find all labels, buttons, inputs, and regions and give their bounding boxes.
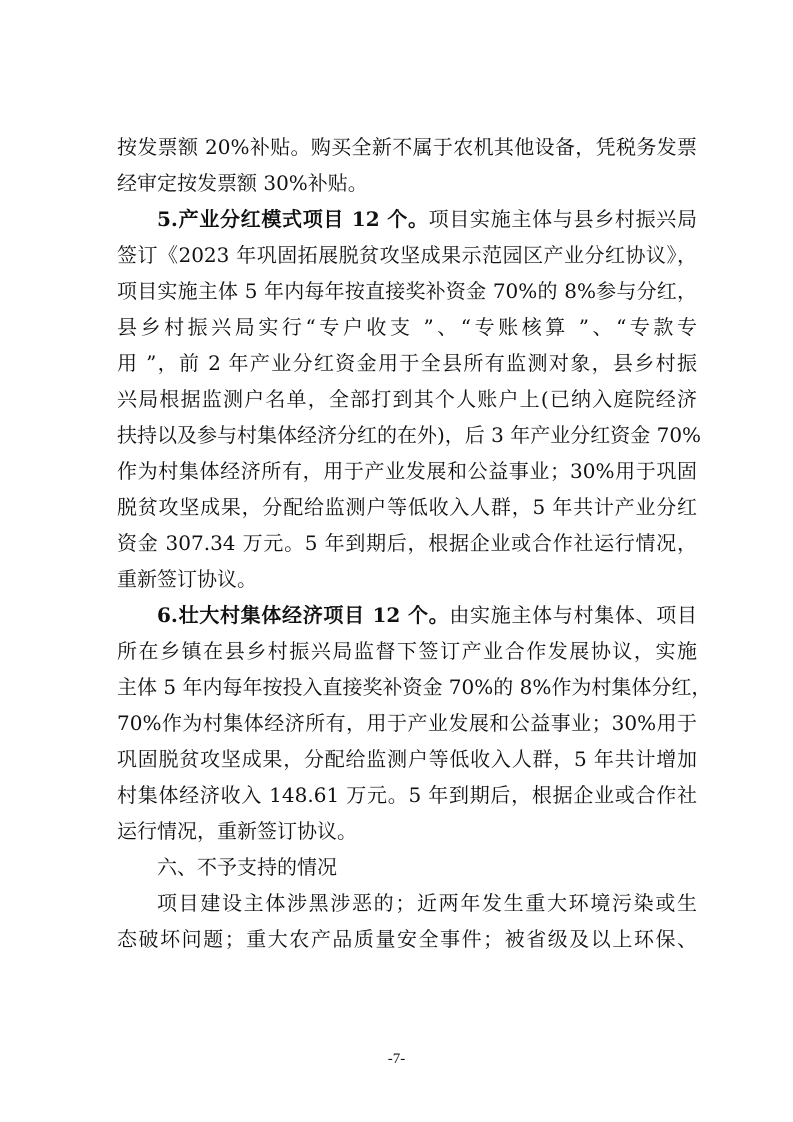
body-line: 签订《2023 年巩固拓展脱贫攻坚成果示范园区产业分红协议》， xyxy=(117,243,697,267)
body-line: 县乡村振兴局实行“专户收支 ”、“专账核算 ”、“专款专 xyxy=(117,315,697,339)
body-line: 经审定按发票额 30%补贴。 xyxy=(117,171,368,195)
item-6-heading: 6.壮大村集体经济项目 12 个。 xyxy=(157,603,450,627)
body-line: 重新签订协议。 xyxy=(117,567,257,591)
body-line: 主体 5 年内每年按投入直接奖补资金 70%的 8%作为村集体分红， xyxy=(117,675,712,699)
body-line: 脱贫攻坚成果，分配给监测户等低收入人群，5 年共计产业分红 xyxy=(117,495,697,519)
body-line: 按发票额 20%补贴。购买全新不属于农机其他设备，凭税务发票 xyxy=(117,135,697,159)
body-line: 70%作为村集体经济所有，用于产业发展和公益事业；30%用于 xyxy=(117,711,697,735)
body-line: 作为村集体经济所有，用于产业发展和公益事业；30%用于巩固 xyxy=(117,459,697,483)
body-line: 运行情况，重新签订协议。 xyxy=(117,819,357,843)
body-line: 所在乡镇在县乡村振兴局监督下签订产业合作发展协议，实施 xyxy=(117,639,697,663)
item-6-first-line xyxy=(157,603,697,627)
item-6-text: 由实施主体与村集体、项目 xyxy=(449,603,697,627)
section-heading: 六、不予支持的情况 xyxy=(157,855,337,879)
item-5-heading: 5.产业分红模式项目 12 个。 xyxy=(157,207,429,231)
body-line: 扶持以及参与村集体经济分红的在外)，后 3 年产业分红资金 70% xyxy=(117,423,702,447)
body-line: 村集体经济收入 148.61 万元。5 年到期后，根据企业或合作社 xyxy=(117,783,697,807)
body-line: 巩固脱贫攻坚成果，分配给监测户等低收入人群，5 年共计增加 xyxy=(117,747,697,771)
body-line: 项目建设主体涉黑涉恶的；近两年发生重大环境污染或生 xyxy=(157,891,697,915)
item-5-text: 项目实施主体与县乡村振兴局 xyxy=(428,207,698,231)
body-line: 用 ”，前 2 年产业分红资金用于全县所有监测对象，县乡村振 xyxy=(117,351,697,375)
body-line: 兴局根据监测户名单，全部打到其个人账户上(已纳入庭院经济 xyxy=(117,387,697,411)
page-number: -7- xyxy=(387,1051,406,1067)
body-line: 项目实施主体 5 年内每年按直接奖补资金 70%的 8%参与分红， xyxy=(117,279,697,303)
body-line: 态破坏问题；重大农产品质量安全事件；被省级及以上环保、 xyxy=(117,927,697,951)
item-5-first-line xyxy=(157,207,697,231)
body-line: 资金 307.34 万元。5 年到期后，根据企业或合作社运行情况， xyxy=(117,531,697,555)
